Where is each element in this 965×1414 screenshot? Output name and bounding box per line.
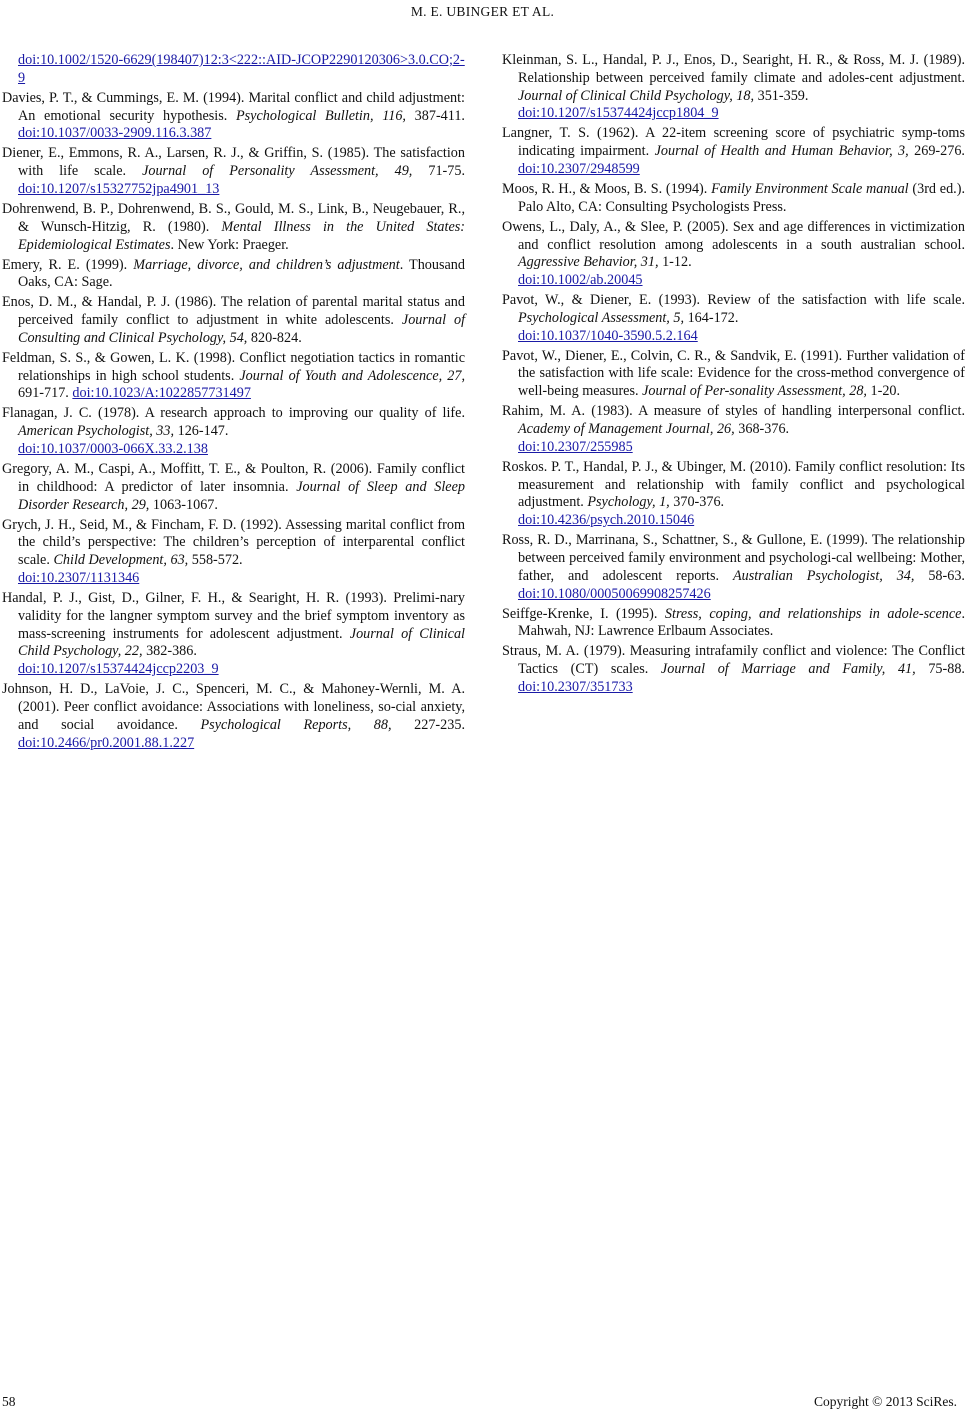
copyright-notice: Copyright © 2013 SciRes. bbox=[813, 1394, 957, 1409]
reference-entry: Handal, P. J., Gist, D., Gilner, F. H., & Searight, H. R. (1993). Prelimi-nary validity for the langner symptom survey and the brief symptom inventory as mass-screening instruments for adolescent adjustment. Journal of Clinical Child Psychology, 22, 382-386. doi:10.1207/s15374424jccp2203_9 bbox=[2, 589, 465, 678]
reference-entry: Diener, E., Emmons, R. A., Larsen, R. J., & Griffin, S. (1985). The satisfaction with life scale. Journal of Personality Assessment, 49, 71-75. doi:10.1207/s15327752jpa4901_13 bbox=[2, 145, 465, 197]
doi-link[interactable]: doi:10.1207/s15327752jpa4901_13 bbox=[18, 180, 220, 197]
reference-entry: Roskos. P. T., Handal, P. J., & Ubinger, M. (2010). Family conflict resolution: Its measurement and relationship with family conflict and psychological adjustment. Psychology, 1, 370-376. doi:10.4236/psych.2010.15046 bbox=[502, 458, 965, 529]
doi-link[interactable]: doi:10.2307/351733 bbox=[518, 678, 633, 695]
reference-entry: Langner, T. S. (1962). A 22-item screening score of psychiatric symp-toms indicating impairment. Journal of Health and Human Behavior, 3, 269-276. doi:10.2307/2948599 bbox=[502, 125, 965, 177]
reference-entry: Enos, D. M., & Handal, P. J. (1986). The relation of parental marital status and perceived family conflict to adjustment in white adolescents. Journal of Consulting and Clinical Psychology, 54, 820-824. bbox=[2, 294, 466, 346]
doi-link[interactable]: doi:10.1037/0003-066X.33.2.138 bbox=[18, 441, 208, 458]
reference-entry: Rahim, M. A. (1983). A measure of styles of handling interpersonal conflict. Academy of Management Journal, 26, 368-376. doi:10.2307/255985 bbox=[502, 403, 965, 455]
running-head: M. E. UBINGER ET AL. bbox=[410, 4, 555, 19]
doi-link[interactable]: doi:10.1207/s15374424jccp1804_9 bbox=[518, 105, 719, 122]
doi-link[interactable]: doi:10.1207/s15374424jccp2203_9 bbox=[18, 661, 219, 678]
reference-entry bbox=[2, 52, 465, 88]
doi-link[interactable]: doi:10.1080/00050069908257426 bbox=[518, 585, 711, 602]
reference-entry: Grych, J. H., Seid, M., & Fincham, F. D. (1992). Assessing marital conflict from the child’s perspective: The children’s perception of interparental conflict scale. Child Development, 63, 558-572. doi:10.2307/1131346 bbox=[2, 516, 465, 586]
page-number: 58 bbox=[2, 1394, 16, 1409]
reference-entry: Pavot, W., & Diener, E. (1993). Review of the satisfaction with life scale. Psychological Assessment, 5, 164-172. doi:10.1037/1040-3590.5.2.164 bbox=[502, 292, 965, 344]
doi-link[interactable]: doi:10.2307/2948599 bbox=[518, 160, 640, 177]
reference-entry: Davies, P. T., & Cummings, E. M. (1994). Marital conflict and child adjustment: An emotional security hypothesis. Psychological Bulletin, 116, 387-411. doi:10.1037/0033-2909.116.3.387 bbox=[2, 89, 465, 142]
references-left-column bbox=[2, 52, 465, 755]
doi-link[interactable]: doi:10.4236/psych.2010.15046 bbox=[518, 512, 695, 529]
doi-link[interactable]: doi:10.1002/1520-6629(198407)12:3<222::AID-JCOP2290120306>3.0.CO;2-9 bbox=[18, 52, 465, 86]
doi-link[interactable]: doi:10.2307/255985 bbox=[518, 438, 633, 455]
references-right-column bbox=[502, 52, 965, 699]
reference-entry: Straus, M. A. (1979). Measuring intrafamily conflict and violence: The Conflict Tactics (CT) scales. Journal of Marriage and Family, 41, 75-88. doi:10.2307/351733 bbox=[502, 643, 965, 695]
doi-link[interactable]: doi:10.2307/1131346 bbox=[18, 570, 140, 586]
reference-entry: Flanagan, J. C. (1978). A research approach to improving our quality of life. American Psychologist, 33, 126-147. doi:10.1037/0003-066X.33.2.138 bbox=[2, 405, 465, 458]
doi-link[interactable]: doi:10.1002/ab.20045 bbox=[518, 272, 643, 289]
reference-entry: Emery, R. E. (1999). Marriage, divorce, and children’s adjustment. Thousand Oaks, CA: Sage. bbox=[2, 256, 465, 291]
reference-entry: Johnson, H. D., LaVoie, J. C., Spenceri, M. C., & Mahoney-Wernli, M. A. (2001). Peer conflict avoidance: Associations with loneliness, so-cial anxiety, and social avoidance. Psychological Reports, 88, 227-235. doi:10.2466/pr0.2001.88.1.227 bbox=[2, 681, 465, 751]
doi-link[interactable]: doi:10.1037/1040-3590.5.2.164 bbox=[518, 327, 698, 344]
reference-entry: Moos, R. H., & Moos, B. S. (1994). Family Environment Scale manual (3rd ed.). Palo Alto, CA: Consulting Psychologists Press. bbox=[502, 180, 965, 215]
doi-link[interactable]: doi:10.1037/0033-2909.116.3.387 bbox=[18, 125, 212, 142]
reference-entry: Ross, R. D., Marrinana, S., Schattner, S., & Gullone, E. (1999). The relationship between perceived family environment and psychologi-cal wellbeing: Mother, father, and adolescent reports. Australian Psychologist, 34, 58-63. doi:10.1080/00050069908257426 bbox=[502, 532, 965, 602]
reference-entry: Gregory, A. M., Caspi, A., Moffitt, T. E., & Poulton, R. (2006). Family conflict in childhood: A predictor of later insomnia. Journal of Sleep and Sleep Disorder Research, 29, 1063-1067. bbox=[2, 461, 465, 513]
reference-entry: Kleinman, S. L., Handal, P. J., Enos, D., Searight, H. R., & Ross, M. J. (1989). Relationship between perceived family climate and adoles-cent adjustment. Journal of Clinical Child Psychology, 18, 351-359. doi:10.1207/s15374424jccp1804_9 bbox=[502, 52, 965, 122]
doi-link[interactable]: doi:10.1023/A:1022857731497 bbox=[72, 385, 251, 402]
reference-entry: Dohrenwend, B. P., Dohrenwend, B. S., Gould, M. S., Link, B., Neugebauer, R., & Wunsch-Hitzig, R. (1980). Mental Illness in the United States: Epidemiological Estimates. New York: Praeger. bbox=[2, 200, 465, 253]
reference-entry: Pavot, W., Diener, E., Colvin, C. R., & Sandvik, E. (1991). Further validation of the satisfaction with life scale: Evidence for the cross-method convergence of well-being measures. Journal of Per-sonality Assessment, 28, 1-20. bbox=[502, 347, 965, 400]
doi-link[interactable]: doi:10.2466/pr0.2001.88.1.227 bbox=[18, 734, 195, 751]
reference-entry: Feldman, S. S., & Gowen, L. K. (1998). Conflict negotiation tactics in romantic relationships in high school students. Journal of Youth and Adolescence, 27, 691-717. doi:10.1023/A:1022857731497 bbox=[2, 349, 466, 402]
reference-entry: Owens, L., Daly, A., & Slee, P. (2005). Sex and age differences in victimization and conflict resolution among adolescents in a south australian school. Aggressive Behavior, 31, 1-12. doi:10.1002/ab.20045 bbox=[502, 218, 965, 289]
reference-entry: Seiffge-Krenke, I. (1995). Stress, coping, and relationships in adole-scence. Mahwah, NJ: Lawrence Erlbaum Associates. bbox=[502, 605, 965, 640]
